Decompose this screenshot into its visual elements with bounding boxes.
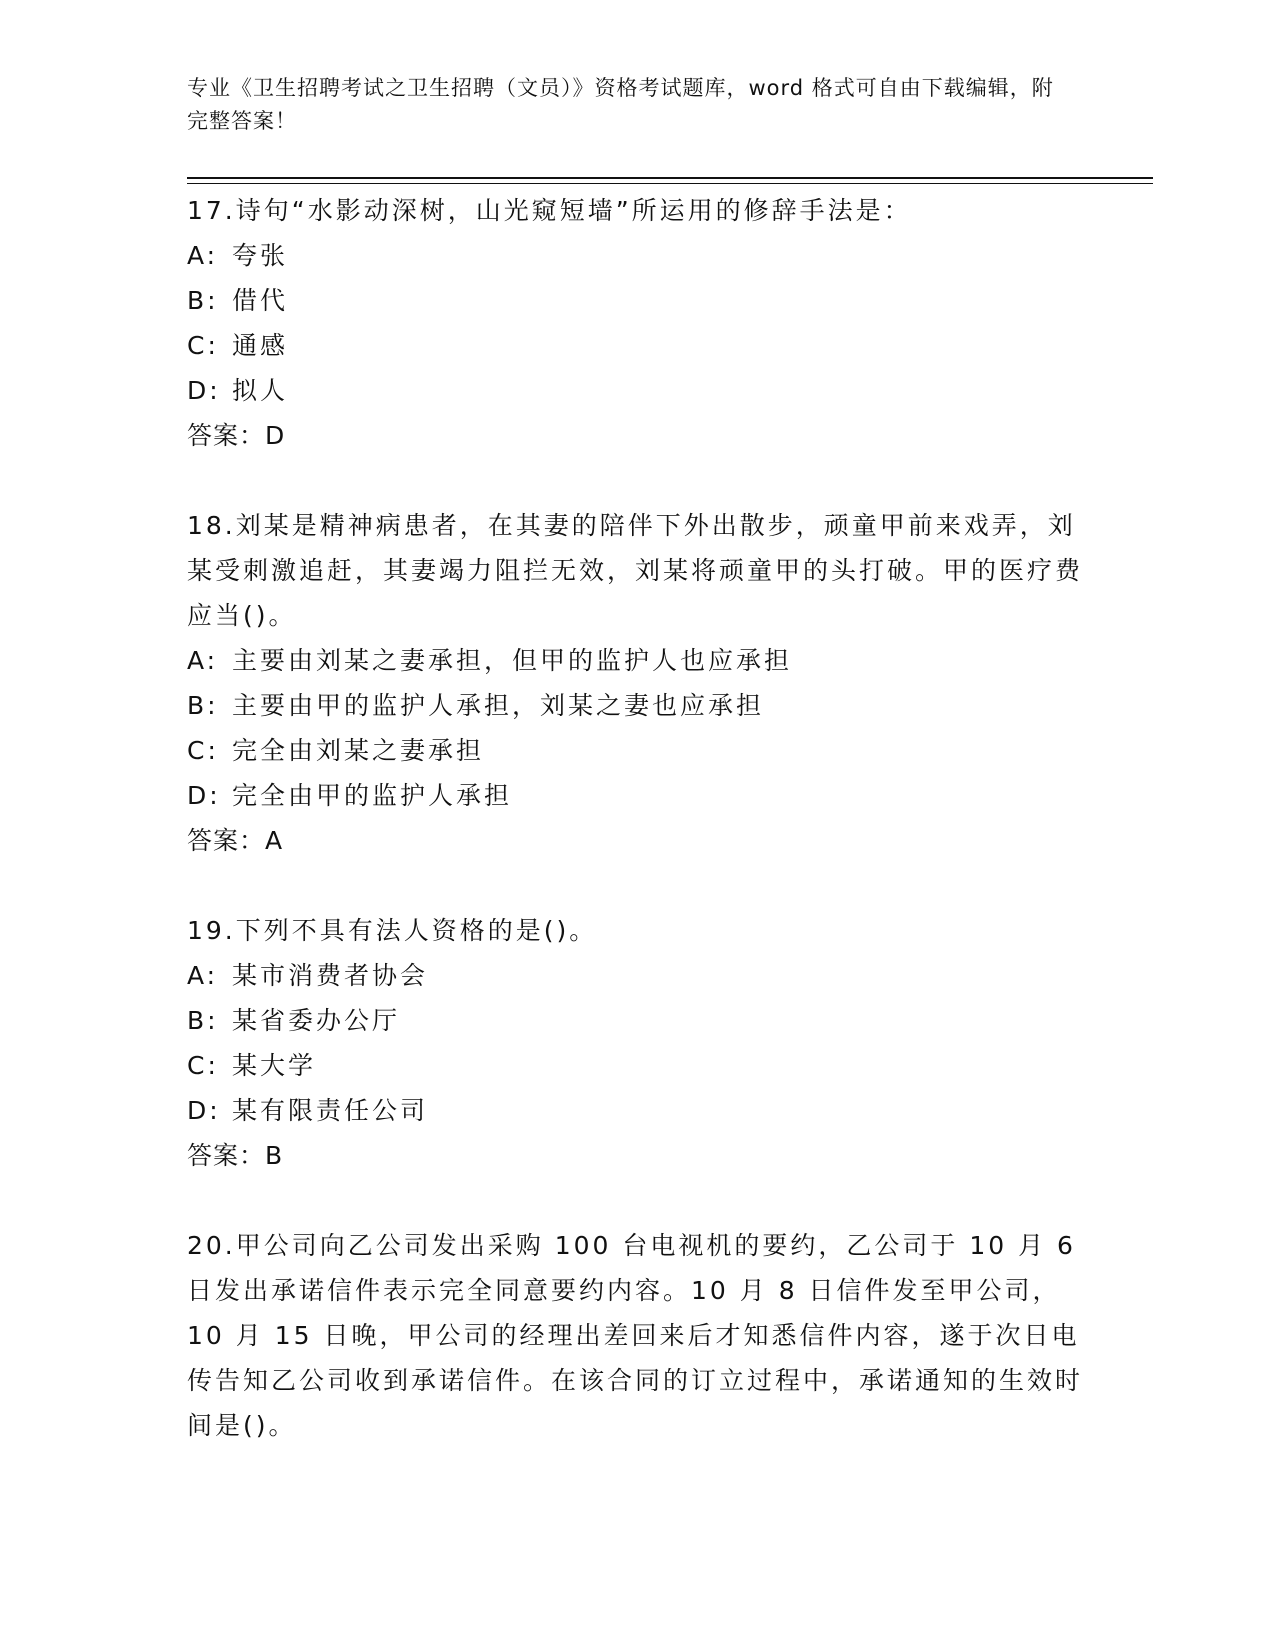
option-text: 完全由刘某之妻承担	[232, 736, 485, 765]
question-20	[187, 1223, 1087, 1448]
option-d	[187, 368, 1087, 413]
option-letter: D:	[187, 376, 221, 405]
option-b	[187, 998, 1087, 1043]
header-rule-thin	[187, 183, 1153, 184]
option-text: 通感	[232, 331, 289, 360]
option-letter: D:	[187, 781, 221, 810]
question-list	[187, 188, 1087, 1493]
header-rule-thick	[187, 177, 1153, 179]
option-c	[187, 1043, 1087, 1088]
option-d	[187, 773, 1087, 818]
option-text: 某省委办公厅	[232, 1006, 401, 1035]
option-d	[187, 1088, 1087, 1133]
question-17	[187, 188, 1087, 458]
option-c	[187, 728, 1087, 773]
option-a	[187, 638, 1087, 683]
option-letter: B:	[187, 1006, 219, 1035]
option-text: 主要由甲的监护人承担，刘某之妻也应承担	[232, 691, 765, 720]
option-letter: C:	[187, 331, 219, 360]
option-text: 主要由刘某之妻承担，但甲的监护人也应承担	[232, 646, 793, 675]
option-letter: A:	[187, 241, 219, 270]
option-text: 夸张	[232, 241, 289, 270]
question-text: 18.刘某是精神病患者，在其妻的陪伴下外出散步，顽童甲前来戏弄，刘某受刺激追赶，其妻竭力阻拦无效，刘某将顽童甲的头打破。甲的医疗费应当()。	[187, 511, 1084, 630]
option-letter: B:	[187, 286, 219, 315]
question-19	[187, 908, 1087, 1178]
question-18	[187, 503, 1087, 863]
option-letter: A:	[187, 646, 219, 675]
answer-line: 答案：A	[187, 826, 284, 855]
question-text: 19.下列不具有法人资格的是()。	[187, 916, 598, 945]
answer-line: 答案：D	[187, 421, 286, 450]
option-c	[187, 323, 1087, 368]
option-text: 借代	[232, 286, 289, 315]
option-letter: A:	[187, 961, 219, 990]
option-letter: B:	[187, 691, 219, 720]
option-text: 某市消费者协会	[232, 961, 429, 990]
option-letter: C:	[187, 736, 219, 765]
option-b	[187, 278, 1087, 323]
option-text: 某有限责任公司	[232, 1096, 429, 1125]
header-title: 专业《卫生招聘考试之卫生招聘（文员）》资格考试题库，word 格式可自由下载编辑，附完整答案！	[187, 76, 1054, 133]
option-text: 完全由甲的监护人承担	[232, 781, 513, 810]
option-text: 某大学	[232, 1051, 317, 1080]
option-letter: D:	[187, 1096, 221, 1125]
answer-line: 答案：B	[187, 1141, 284, 1170]
option-text: 拟人	[232, 376, 289, 405]
question-text: 17.诗句“水影动深树，山光窥短墙”所运用的修辞手法是：	[187, 196, 912, 225]
option-a	[187, 953, 1087, 998]
question-text: 20.甲公司向乙公司发出采购 100 台电视机的要约，乙公司于 10 月 6 日发出承诺信件表示完全同意要约内容。10 月 8 日信件发至甲公司，10 月 15 日晚，甲公司的经理出差回来后才知悉信件内容，遂于次日电传告知乙公司收到承诺信件。在该合同的订立过程中，承诺通知的生效时间是()。	[187, 1231, 1084, 1440]
option-letter: C:	[187, 1051, 219, 1080]
document-header	[187, 72, 1067, 138]
option-b	[187, 683, 1087, 728]
option-a	[187, 233, 1087, 278]
